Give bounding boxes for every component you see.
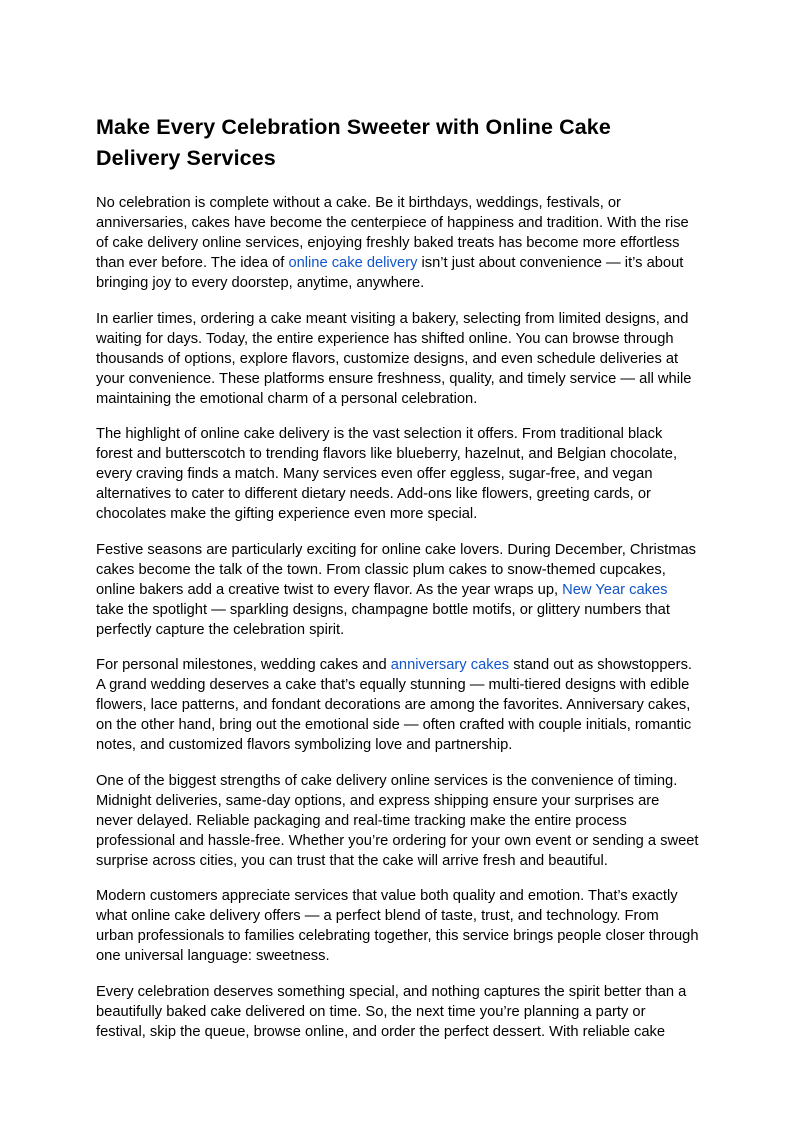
text-run: For personal milestones, wedding cakes and bbox=[96, 657, 391, 673]
text-run: stand out as showstoppers. A grand wedding deserves a cake that’s equally stunning — multi-tiered designs with edible flowers, lace patterns, and fondant decorations are among the favorites. Anniversary cakes, on the other hand, bring out the emotional side — often crafted with couple initials, romantic notes, and customized flavors symbolizing love and partnership. bbox=[96, 657, 692, 753]
text-run: Modern customers appreciate services that value both quality and emotion. That’s exactly what online cake delivery offers — a perfect blend of taste, trust, and technology. From urban professionals to families celebrating together, this service brings people closer through one universal language: sweetness. bbox=[96, 888, 699, 964]
document-title: Make Every Celebration Sweeter with Online Cake Delivery Services bbox=[96, 115, 611, 170]
paragraph-6 bbox=[96, 771, 699, 871]
hyperlink-online-cake-delivery[interactable]: online cake delivery bbox=[288, 255, 418, 271]
text-run: Festive seasons are particularly exciting for online cake lovers. During December, Christmas cakes become the talk of the town. From classic plum cakes to snow-themed cupcakes, online bakers add a creative twist to every flavor. As the year wraps up, bbox=[96, 541, 696, 598]
paragraph-7 bbox=[96, 886, 699, 966]
text-run: One of the biggest strengths of cake delivery online services is the convenience of timing. Midnight deliveries, same-day options, and express shipping ensure your surprises are never delayed. Reliable packaging and real-time tracking make the entire process professional and hassle-free. Whether you’re ordering for your own event or sending a sweet surprise across cities, you can trust that the cake will arrive fresh and beautiful. bbox=[96, 772, 699, 869]
article-body bbox=[96, 193, 699, 1042]
paragraph-1 bbox=[96, 193, 699, 293]
paragraph-2 bbox=[96, 309, 699, 409]
paragraph-3 bbox=[96, 424, 699, 524]
text-run: No celebration is complete without a cake. Be it birthdays, weddings, festivals, or anniversaries, cakes have become the centerpiece of happiness and tradition. With the rise of cake delivery online services, enjoying freshly baked treats has become more effortless than ever before. The idea of bbox=[96, 195, 689, 271]
text-run: take the spotlight — sparkling designs, champagne bottle motifs, or glittery numbers that perfectly capture the celebration spirit. bbox=[96, 601, 670, 638]
paragraph-5 bbox=[96, 655, 699, 755]
text-run: In earlier times, ordering a cake meant visiting a bakery, selecting from limited designs, and waiting for days. Today, the entire experience has shifted online. You can browse through thousands of options, explore flavors, customize designs, and even schedule deliveries at your convenience. These platforms ensure freshness, quality, and timely service — all while maintaining the emotional charm of a personal celebration. bbox=[96, 310, 692, 407]
hyperlink-anniversary-cakes[interactable]: anniversary cakes bbox=[390, 657, 510, 673]
text-run: Every celebration deserves something special, and nothing captures the spirit better than a beautifully baked cake delivered on time. So, the next time you’re planning a party or festival, skip the queue, browse online, and order the perfect dessert. With reliable cake bbox=[96, 983, 687, 1040]
text-run: The highlight of online cake delivery is the vast selection it offers. From traditional black forest and butterscotch to trending flavors like blueberry, hazelnut, and Belgian chocolate, every craving finds a match. Many services even offer eggless, sugar-free, and vegan alternatives to cater to different dietary needs. Add-ons like flowers, greeting cards, or chocolates make the gifting experience even more special. bbox=[96, 426, 678, 522]
text-run: isn’t just about convenience — it’s about bringing joy to every doorstep, anytime, anywhere. bbox=[96, 255, 684, 291]
document-content bbox=[96, 96, 699, 1057]
paragraph-4 bbox=[96, 540, 699, 640]
paragraph-8 bbox=[96, 982, 699, 1042]
hyperlink-new-year-cakes[interactable]: New Year cakes bbox=[562, 581, 668, 598]
